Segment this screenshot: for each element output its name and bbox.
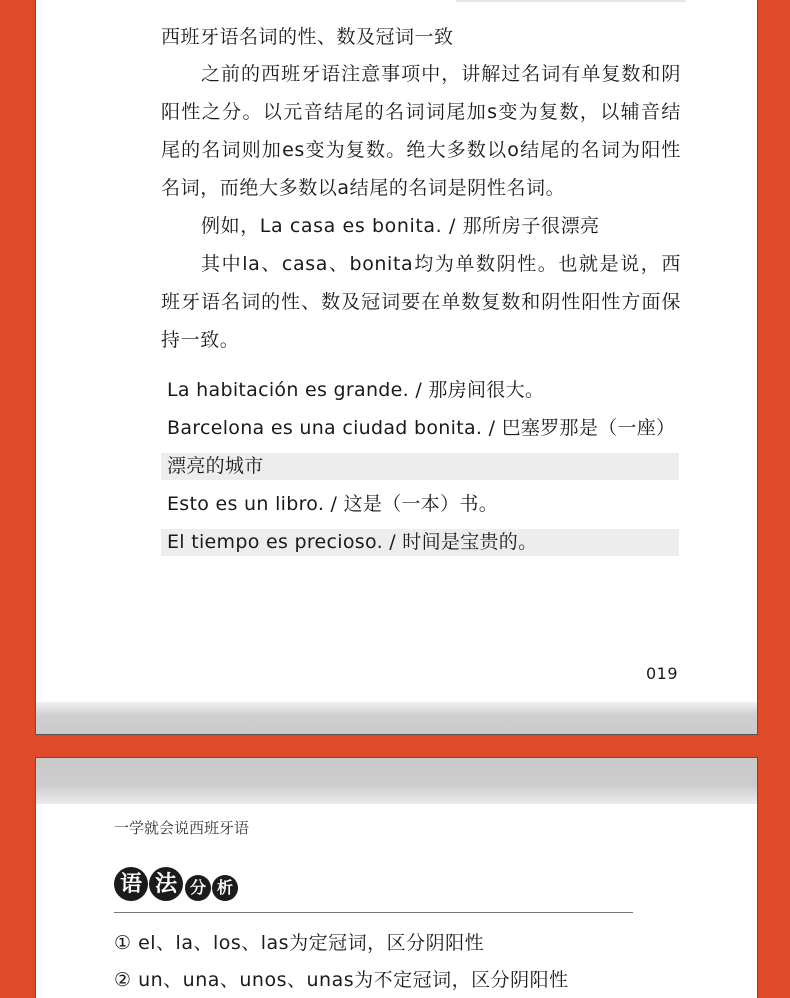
top-edge-line bbox=[456, 0, 686, 2]
book-page-top bbox=[35, 0, 758, 735]
page-shadow-band bbox=[36, 702, 757, 734]
section-heading: 西班牙语名词的性、数及冠词一致 bbox=[161, 26, 454, 48]
paragraph-agreement: 其中la、casa、bonita均为单数阴性。也就是说，西班牙语名词的性、数及冠词要在单数复数和阴性阳性方面保持一致。 bbox=[161, 253, 681, 351]
page-number: 019 bbox=[645, 664, 678, 683]
example-sentence: Esto es un libro. / 这是（一本）书。 bbox=[167, 493, 498, 515]
example-sentence-continued: 漂亮的城市 bbox=[161, 453, 679, 480]
page-shadow-band bbox=[36, 758, 757, 804]
paragraph-noun-rules: 之前的西班牙语注意事项中，讲解过名词有单复数和阴阳性之分。以元音结尾的名词词尾加s变为复数，以辅音结尾的名词则加es变为复数。绝大多数以o结尾的名词为阳性名词，而绝大多数以a结尾的名词是阴性名词。 bbox=[161, 63, 681, 199]
title-char-circle: 法 bbox=[149, 867, 183, 901]
book-page-bottom bbox=[35, 757, 758, 998]
grammar-item: ① el、la、los、las为定冠词，区分阴阳性 bbox=[114, 932, 485, 954]
title-char-circle-small: 析 bbox=[212, 875, 238, 901]
title-divider bbox=[114, 912, 633, 913]
example-sentence: Barcelona es una ciudad bonita. / 巴塞罗那是（一座） bbox=[167, 417, 676, 439]
example-sentence: El tiempo es precioso. / 时间是宝贵的。 bbox=[161, 529, 679, 556]
grammar-analysis-title bbox=[114, 867, 238, 907]
paragraph-example: 例如，La casa es bonita. / 那所房子很漂亮 bbox=[201, 215, 600, 237]
title-char-circle-small: 分 bbox=[185, 875, 211, 901]
example-sentence: La habitación es grande. / 那房间很大。 bbox=[167, 379, 545, 401]
title-char-circle: 语 bbox=[114, 867, 148, 901]
grammar-item: ② un、una、unos、unas为不定冠词，区分阴阳性 bbox=[114, 969, 569, 991]
example-sentences bbox=[161, 377, 679, 567]
running-head: 一学就会说西班牙语 bbox=[114, 819, 250, 837]
